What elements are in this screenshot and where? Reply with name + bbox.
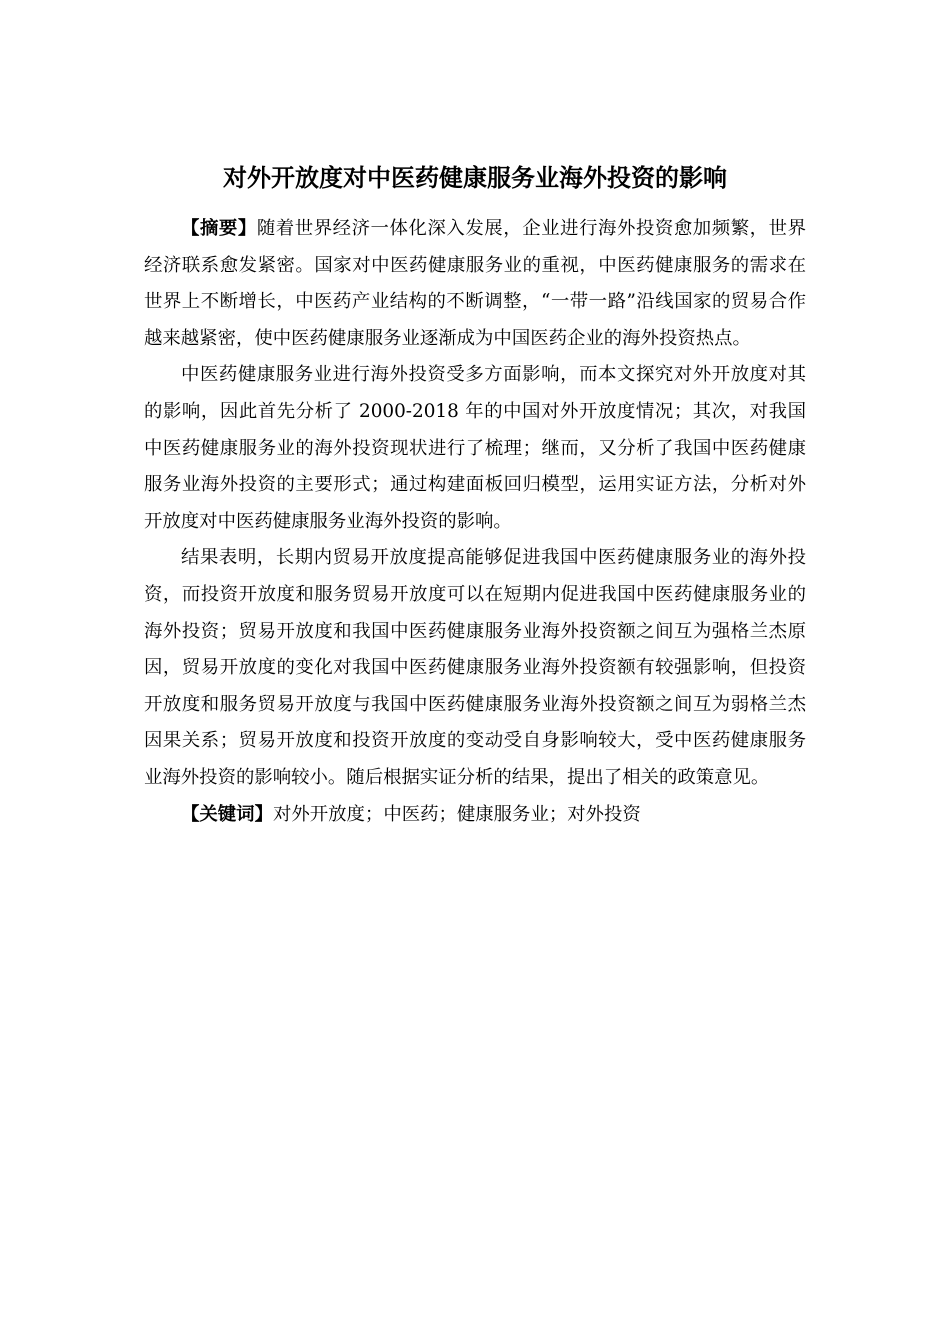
paper-title: 对外开放度对中医药健康服务业海外投资的影响 xyxy=(223,164,727,192)
abstract-paragraph-3: 结果表明，长期内贸易开放度提高能够促进我国中医药健康服务业的海外投资，而投资开放度和服务贸易开放度可以在短期内促进我国中医药健康服务业的海外投资；贸易开放度和我国中医药健康服务业海外投资额之间互为强格兰杰原因，贸易开放度的变化对我国中医药健康服务业海外投资额有较强影响，但投资开放度和服务贸易开放度与我国中医药健康服务业海外投资额之间互为弱格兰杰因果关系；贸易开放度和投资开放度的变动受自身影响较大，受中医药健康服务业海外投资的影响较小。随后根据实证分析的结果，提出了相关的政策意见。 xyxy=(144,547,806,788)
abstract-paragraph-2: 中医药健康服务业进行海外投资受多方面影响，而本文探究对外开放度对其的影响，因此首先分析了 2000-2018 年的中国对外开放度情况；其次，对我国中医药健康服务业的海外投资现状进行了梳理；继而，又分析了我国中医药健康服务业海外投资的主要形式；通过构建面板回归模型，运用实证方法，分析对外开放度对中医药健康服务业海外投资的影响。 xyxy=(144,364,806,532)
keywords-text: 对外开放度；中医药；健康服务业；对外投资 xyxy=(272,803,641,825)
abstract-paragraph-1-text: 随着世界经济一体化深入发展，企业进行海外投资愈加频繁，世界经济联系愈发紧密。国家对中医药健康服务业的重视，中医药健康服务的需求在世界上不断增长，中医药产业结构的不断调整，“一带一路”沿线国家的贸易合作越来越紧密，使中医药健康服务业逐渐成为中国医药企业的海外投资热点。 xyxy=(144,218,806,349)
abstract-paragraph-1 xyxy=(144,211,806,357)
keywords-line xyxy=(144,797,806,834)
keywords-label: 【关键词】 xyxy=(181,803,273,825)
abstract-label: 【摘要】 xyxy=(181,218,257,239)
abstract-section xyxy=(144,211,806,833)
